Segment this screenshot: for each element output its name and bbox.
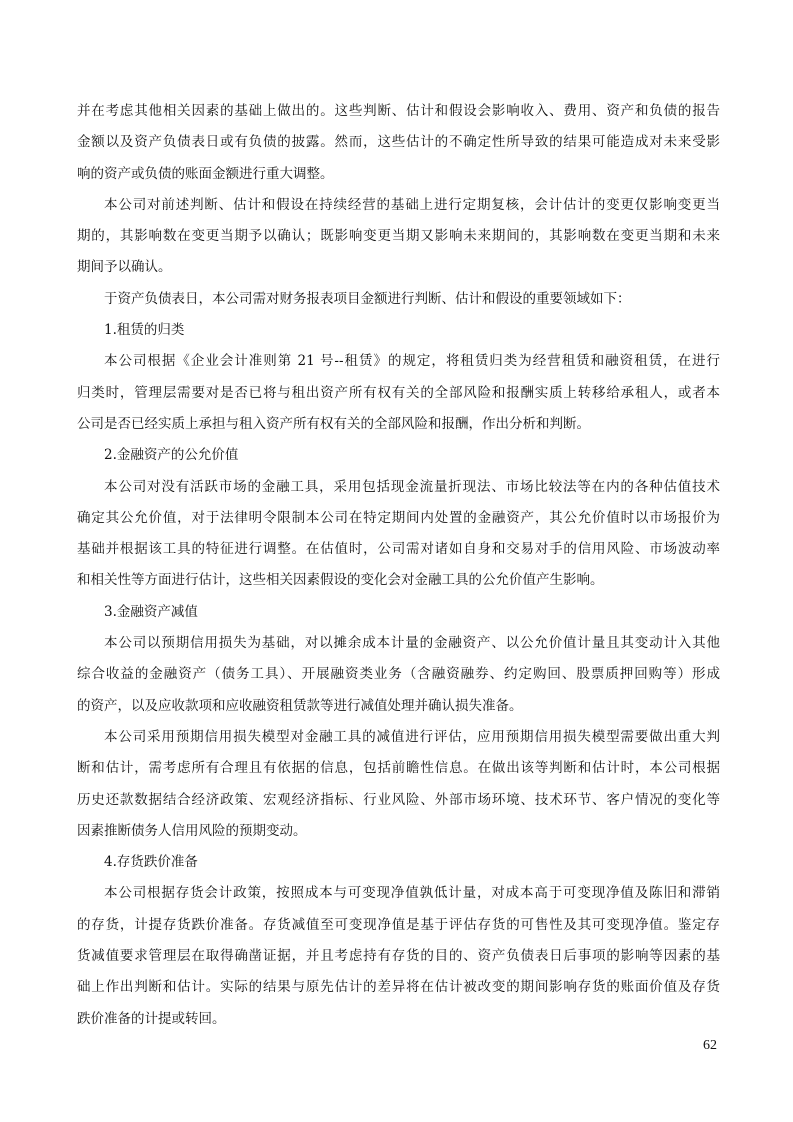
section-heading [77,847,720,878]
text-line: 本公司根据《企业会计准则第 21 号--租赁》的规定，将租赁归类为经营租赁和融资租赁，在进行 [104,353,720,370]
page-number: 62 [703,1038,717,1053]
text-line: 公司是否已经实质上承担与租入资产所有权有关的全部风险和报酬，作出分析和判断。 [77,415,590,432]
text-line: 本公司对前述判断、估计和假设在持续经营的基础上进行定期复核，会计估计的变更仅影响变更当 [104,196,720,213]
text-line: 并在考虑其他相关因素的基础上做出的。这些判断、估计和假设会影响收入、费用、资产和负债的报告 [77,103,720,119]
paragraph [77,190,720,284]
text-line: 货减值要求管理层在取得确凿证据，并且考虑持有存货的目的、资产负债表日后事项的影响等因素的基 [77,948,720,965]
text-line: 的资产，以及应收款项和应收融资租赁款等进行减值处理并确认损失准备。 [77,697,523,714]
text-line: 1.租赁的归类 [104,322,185,339]
text-line: 本公司采用预期信用损失模型对金融工具的减值进行评估，应用预期信用损失模型需要做出重大判 [104,728,720,745]
text-line: 基础并根据该工具的特征进行调整。在估值时，公司需对诸如自身和交易对手的信用风险、市场波动率 [77,541,720,558]
text-line: 历史还款数据结合经济政策、宏观经济指标、行业风险、外部市场环境、技术环节、客户情况的变化等 [77,791,720,808]
text-line: 跌价准备的计提或转回。 [77,1010,226,1027]
text-line: 2.金融资产的公允价值 [104,447,239,464]
text-line: 3.金融资产减值 [104,603,198,620]
text-line: 响的资产或负债的账面金额进行重大调整。 [77,165,334,182]
text-line: 本公司根据存货会计政策，按照成本与可变现净值孰低计量，对成本高于可变现净值及陈旧和滞销 [104,885,720,902]
paragraph [77,96,720,190]
text-line: 和相关性等方面进行估计，这些相关因素假设的变化会对金融工具的公允价值产生影响。 [77,572,604,589]
text-line: 础上作出判断和估计。实际的结果与原先估计的差异将在估计被改变的期间影响存货的账面价值及存货 [77,979,720,996]
paragraph [77,346,720,440]
section-heading [77,440,720,471]
paragraph [77,284,720,315]
text-line: 因素推断债务人信用风险的预期变动。 [77,822,307,839]
document-body [77,96,720,1035]
text-line: 于资产负债表日，本公司需对财务报表项目金额进行判断、估计和假设的重要领域如下： [104,290,631,307]
text-line: 综合收益的金融资产（债务工具）、开展融资类业务（含融资融券、约定购回、股票质押回购等）形成 [77,666,720,683]
paragraph [77,878,720,1034]
text-line: 4.存货跌价准备 [104,854,198,871]
text-line: 金额以及资产负债表日或有负债的披露。然而，这些估计的不确定性所导致的结果可能造成对未来受影 [77,134,720,151]
text-line: 断和估计，需考虑所有合理且有依据的信息，包括前瞻性信息。在做出该等判断和估计时，本公司根据 [77,760,720,777]
paragraph [77,628,720,722]
section-heading [77,597,720,628]
paragraph [77,722,720,847]
text-line: 本公司对没有活跃市场的金融工具，采用包括现金流量折现法、市场比较法等在内的各种估值技术 [104,478,720,495]
paragraph [77,472,720,597]
text-line: 的存货，计提存货跌价准备。存货减值至可变现净值是基于评估存货的可售性及其可变现净值。鉴定存 [77,916,720,933]
text-line: 本公司以预期信用损失为基础，对以摊余成本计量的金融资产、以公允价值计量且其变动计入其他 [104,635,720,652]
text-line: 期的，其影响数在变更当期予以确认；既影响变更当期又影响未来期间的，其影响数在变更当期和未来 [77,228,720,245]
text-line: 确定其公允价值，对于法律明令限制本公司在特定期间内处置的金融资产，其公允价值时以市场报价为 [77,509,720,526]
text-line: 期间予以确认。 [77,259,172,276]
text-line: 归类时，管理层需要对是否已将与租出资产所有权有关的全部风险和报酬实质上转移给承租人，或者本 [77,384,720,401]
section-heading [77,315,720,346]
